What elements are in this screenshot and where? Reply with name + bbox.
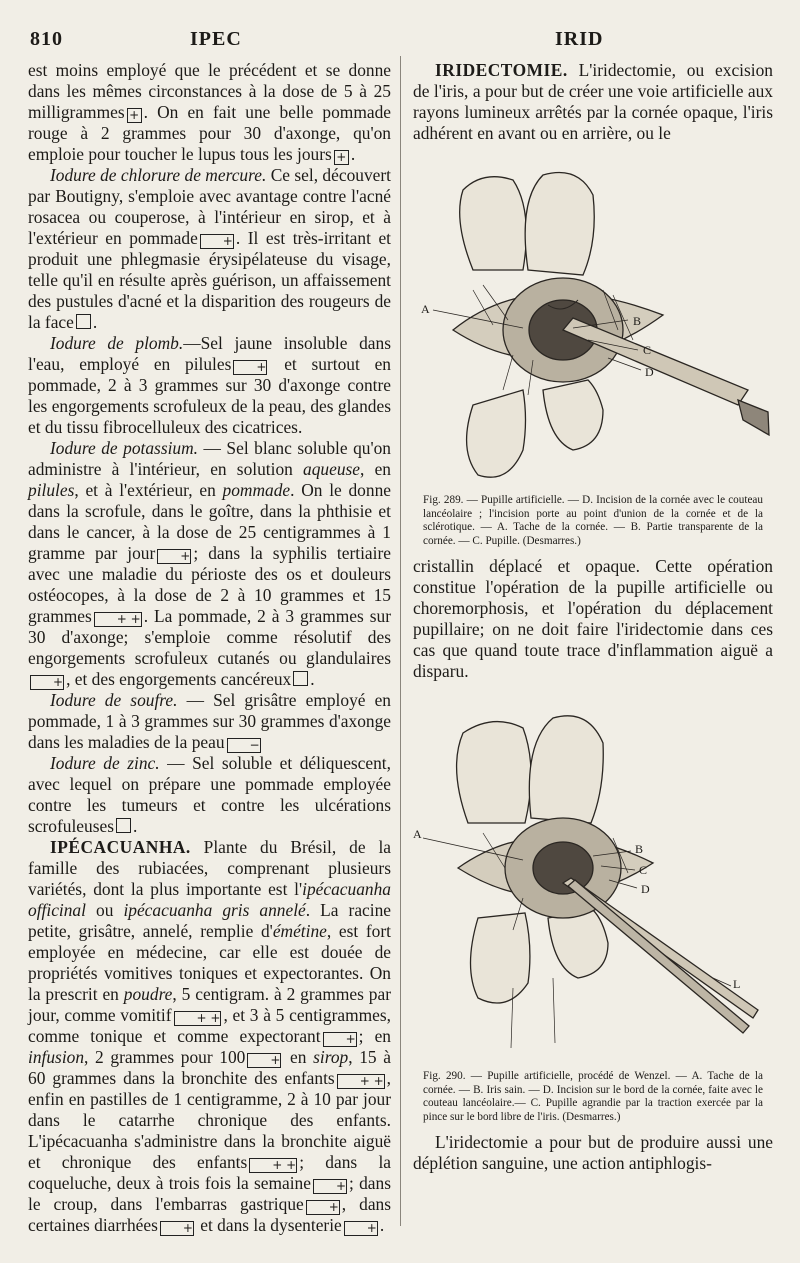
- dose-symbol: + +: [249, 1158, 297, 1173]
- dose-symbol: +: [127, 108, 142, 123]
- dose-symbol: [116, 818, 131, 833]
- page-header: [0, 14, 800, 54]
- dose-symbol: +: [313, 1179, 347, 1194]
- page-number: 810: [30, 28, 63, 50]
- dose-symbol: [76, 314, 91, 329]
- dose-symbol: + +: [337, 1074, 385, 1089]
- paragraph-iridectomie-depletion: L'iridectomie a pour but de produire aussi une déplétion sanguine, une action antiphlogis-: [413, 1132, 773, 1173]
- entry-title: Iodure de soufre.: [50, 690, 178, 710]
- dose-symbol: +: [233, 360, 267, 375]
- dose-symbol: +: [344, 1221, 378, 1236]
- entry-title: Iodure de potassium.: [50, 438, 199, 458]
- fig1-label-d: D: [645, 365, 654, 379]
- fig2-label-b: B: [635, 842, 644, 856]
- fig2-label-d: D: [641, 882, 650, 896]
- dose-symbol: +: [334, 150, 349, 165]
- paragraph-continuation: est moins employé que le précédent et se donne dans les mêmes circonstances à la dose de 5 à 25 milligrammes + . On en fait une belle pommade rouge à 2 grammes pour 30 d'axonge, qu'on emploie pour toucher le lupus tous les jours + .: [28, 60, 391, 164]
- entry-iodure-chlorure-mercure: Iodure de chlorure de mercure. Ce sel, découvert par Boutigny, s'emploie avec avantage contre l'acné rosacea ou couperose, à l'intérieur en sirop, et à l'extérieur en pommade + . Il est très-irritant et produit une phlegmasie érysipélateuse du visage, telle qu'il en résulte après guérison, un affaissement des pustules d'acné et la disparition des rougeurs de la face .: [28, 165, 391, 332]
- dose-symbol: + +: [174, 1011, 222, 1026]
- figure-289-caption: Fig. 289. — Pupille artificielle. — D. Incision de la cornée avec le couteau lancéolaire ; l'incision porte au point d'union de la cornée et de la sclérotique. — A. Tache de la cornée. — B. Partie transparente de la cornée. — C. Pupille. (Desmarres.): [423, 494, 763, 547]
- fig1-label-a: A: [421, 302, 430, 316]
- entry-title: Iodure de chlorure de mercure.: [50, 165, 267, 185]
- figure-289: [413, 150, 773, 548]
- paragraph-iridectomie-continued: cristallin déplacé et opaque. Cette opération constitue l'opération de la pupille artificielle ou choremorphosis, et l'opération du déplacement pupillaire; on ne doit faire l'iridectomie dans ces cas que quand toute trace d'inflammation aiguë a disparu.: [413, 556, 773, 681]
- dose-symbol: +: [247, 1053, 281, 1068]
- dose-symbol: + +: [94, 612, 142, 627]
- eye-engraving-illustration: [413, 688, 773, 1068]
- dose-symbol: +: [160, 1221, 194, 1236]
- running-head-left: IPEC: [190, 28, 242, 50]
- running-head-right: IRID: [555, 28, 604, 50]
- right-column: [413, 60, 773, 1174]
- fig2-label-a: A: [413, 827, 422, 841]
- fig1-label-b: B: [633, 314, 642, 328]
- dose-symbol: +: [323, 1032, 357, 1047]
- entry-title: Iodure de zinc.: [50, 753, 160, 773]
- entry-iodure-zinc: Iodure de zinc. — Sel soluble et déliquescent, avec lequel on prépare une pommade employée contre les tumeurs et contre les ulcérations scrofuleuses .: [28, 753, 391, 836]
- figure-290: [413, 688, 773, 1124]
- entry-iodure-potassium: Iodure de potassium. — Sel blanc soluble qu'on administre à l'intérieur, en solution aqueuse, en pilules, et à l'extérieur, en pommade. On le donne dans la scrofule, dans le goître, dans la phthisie et dans le cancer, à la dose de 25 centigrammes à 1 gramme par jour + ; dans la syphilis tertiaire avec une maladie du périoste des os et douleurs ostéocopes, à la dose de 2 à 10 grammes et 15 grammes + + . La pommade, 2 à 3 grammes sur 30 d'axonge; s'emploie comme résolutif des engorgements scrofuleux cutanés ou glandulaires+ , et des engorgements cancéreux .: [28, 438, 391, 689]
- dose-symbol: [293, 671, 308, 686]
- eye-engraving-illustration: [413, 150, 773, 490]
- dose-symbol: −: [227, 738, 261, 753]
- fig2-label-c: C: [639, 863, 648, 877]
- dose-symbol: +: [157, 549, 191, 564]
- left-column: [28, 60, 391, 1236]
- column-divider: [400, 56, 401, 1226]
- entry-title: Iodure de plomb.: [50, 333, 184, 353]
- figure-290-caption: Fig. 290. — Pupille artificielle, procédé de Wenzel. — A. Tache de la cornée. — B. Iris sain. — D. Incision sur le bord de la cornée, faite avec le couteau lancéolaire.— C. Pupille agrandie par la traction exercée par la pince sur le bord libre de l'iris. (Desmarres.): [423, 1070, 763, 1123]
- entry-title: IPÉCACUANHA.: [50, 837, 191, 857]
- entry-ipecacuanha: IPÉCACUANHA. Plante du Brésil, de la famille des rubiacées, comprenant plusieurs variétés, dont la plus importante est l'ipécacuanha officinal ou ipécacuanha gris annelé. La racine petite, grisâtre, annelé, remplie d'émétine, est fort employée en médecine, car elle est douée de propriétés vomitives toniques et expectorantes. On la prescrit en poudre, 5 centigram. à 2 grammes par jour, comme vomitif + + , et 3 à 5 centigrammes, comme tonique et comme expectorant + ; en infusion, 2 grammes pour 100 + en sirop, 15 à 60 grammes dans la bronchite des enfants + + , enfin en pastilles de 1 centigramme, 2 à 10 par jour dans le catarrhe chronique des enfants. L'ipécacuanha s'administre dans la bronchite aiguë et chronique des enfants + + ; dans la coqueluche, deux à trois fois la semaine + ; dans le croup, dans l'embarras gastrique + , dans certaines diarrhées + et dans la dysenterie + .: [28, 837, 392, 1235]
- entry-iodure-soufre: Iodure de soufre. — Sel grisâtre employé en pommade, 1 à 3 grammes sur 30 grammes d'axonge dans les maladies de la peau −: [28, 690, 391, 752]
- dose-symbol: +: [200, 234, 234, 249]
- fig1-label-c: C: [643, 343, 652, 357]
- entry-iodure-plomb: Iodure de plomb.—Sel jaune insoluble dans l'eau, employé en pilules + et surtout en pommade, 2 à 3 grammes sur 30 d'axonge contre les engorgements scrofuleux de la peau, des glandes et du tissu fibrocelluleux des cicatrices.: [28, 333, 391, 437]
- entry-title: IRIDECTOMIE.: [435, 60, 568, 80]
- entry-iridectomie: IRIDECTOMIE. L'iridectomie, ou excision de l'iris, a pour but de créer une voie artificielle aux rayons lumineux arrêtés par la cornée opaque, l'iris adhérent en avant ou en arrière, ou le: [413, 60, 773, 143]
- dose-symbol: +: [30, 675, 64, 690]
- fig2-label-l: L: [733, 977, 741, 991]
- dose-symbol: +: [306, 1200, 340, 1215]
